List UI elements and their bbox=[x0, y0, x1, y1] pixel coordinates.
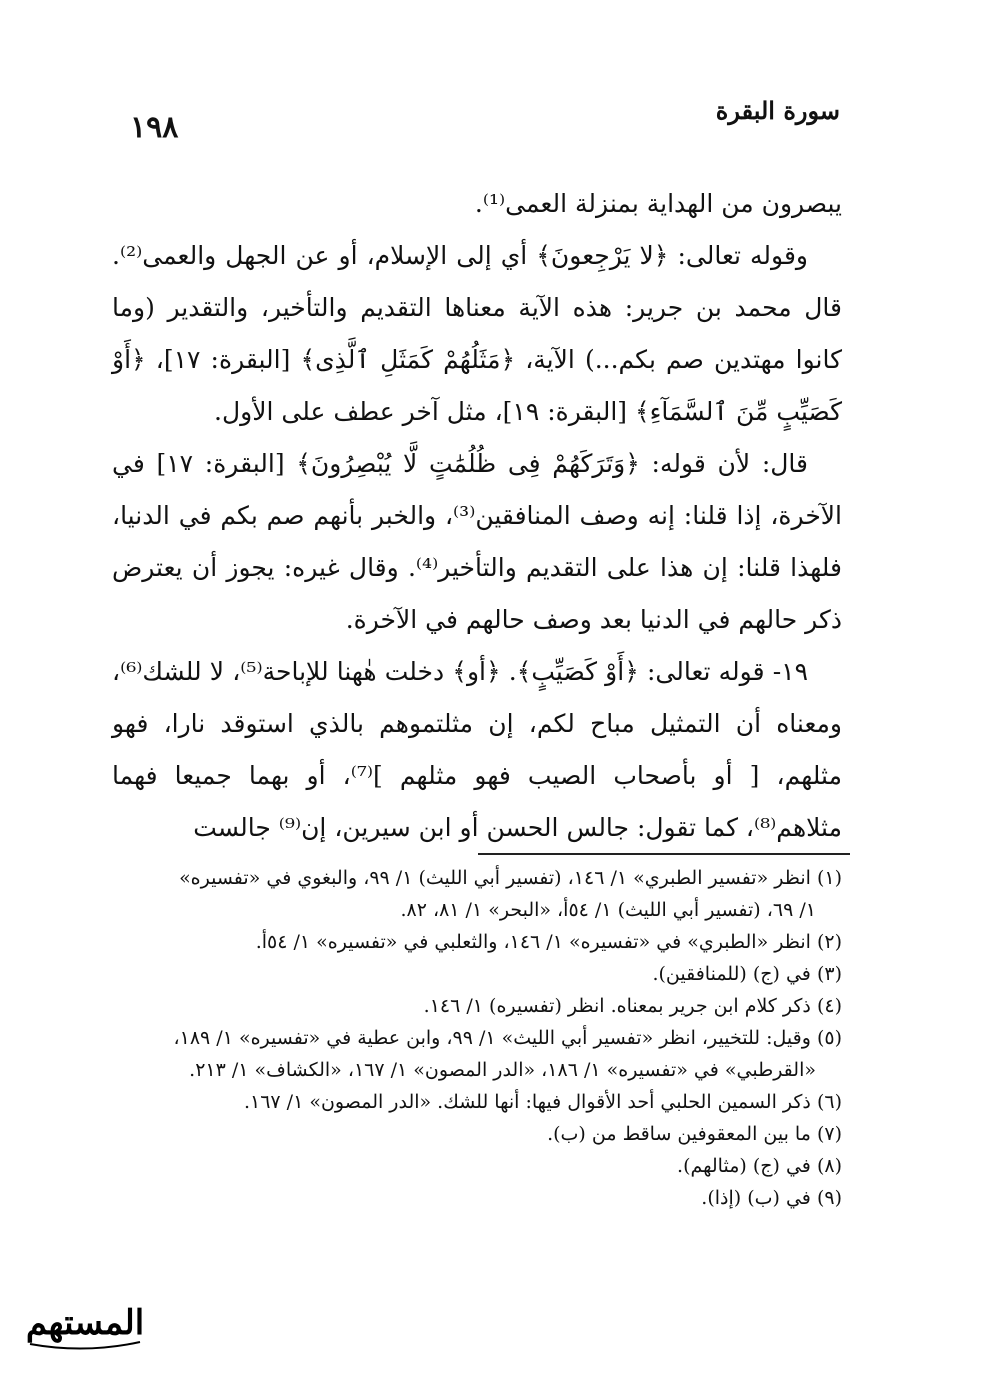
paragraph-4: ١٩- قوله تعالى: ﴿أَوْ كَصَيِّبٍ﴾. ﴿أو﴾ دخلت هٰهنا للإباحة⁽⁵⁾، لا للشك⁽⁶⁾، ومعناه أن التمثيل مباح لكم، إن مثلتموهم بالذي استوقد نارا، فهو مثلهم، [ أو بأصحاب الصيب فهو مثلهم ]⁽⁷⁾، أو بهما جميعا فهما مثلاهم⁽⁸⁾، كما تقول: جالس الحسن أو ابن سيرين، إن⁽⁹⁾ جالست bbox=[112, 657, 842, 842]
footnote-text: ذكر كلام ابن جرير بمعناه. انظر (تفسيره) ١/ ١٤٦. bbox=[423, 995, 811, 1017]
footnote-text: ما بين المعقوفين ساقط من (ب). bbox=[547, 1123, 811, 1145]
footnote-1 bbox=[112, 862, 842, 926]
footnote-text: في (ج) (مثالهم). bbox=[677, 1155, 811, 1177]
footnote-marker: (٧) bbox=[816, 1123, 842, 1145]
footnote-9 bbox=[112, 1182, 842, 1214]
paragraph-3: قال: لأن قوله: ﴿وَتَرَكَهُمْ فِى ظُلُمَٰتٍ لَّا يُبْصِرُونَ﴾ [البقرة: ١٧] في الآخرة، إذا قلنا: إنه وصف المنافقين⁽³⁾، والخبر بأنهم صم بكم في الدنيا، فلهذا قلنا: إن هذا على التقديم والتأخير⁽⁴⁾. وقال غيره: يجوز أن يعترض ذكر حالهم في الدنيا بعد وصف حالهم في الآخرة. bbox=[112, 449, 842, 634]
footnote-continuation: ١/ ٦٩، (تفسير أبي الليث) ١/ ٥٤أ، «البحر» ١/ ٨١، ٨٢. bbox=[400, 899, 816, 921]
page-number: ١٩٨ bbox=[130, 110, 179, 145]
footnote-8 bbox=[112, 1150, 842, 1182]
publisher-logo-icon bbox=[10, 1294, 160, 1356]
footnote-marker: (٢) bbox=[816, 931, 842, 953]
footnotes bbox=[112, 862, 842, 1214]
footnote-marker: (٣) bbox=[816, 963, 842, 985]
paragraph-2: وقوله تعالى: ﴿لا يَرْجِعونَ﴾ أي إلى الإسلام، أو عن الجهل والعمى⁽²⁾. قال محمد بن جرير: هذه الآية معناها التقديم والتأخير، والتقدير (وما كانوا مهتدين صم بكم...) الآية، ﴿مَثَلُهُمْ كَمَثَلِ ٱلَّذِى﴾ [البقرة: ١٧]، ﴿أَوْ كَصَيِّبٍ مِّنَ ٱلسَّمَآءِ﴾ [البقرة: ١٩]، مثل آخر عطف على الأول. bbox=[112, 241, 842, 426]
main-text bbox=[112, 178, 842, 854]
page-header bbox=[120, 96, 840, 145]
footnote-2 bbox=[112, 926, 842, 958]
footnote-text: في (ب) (إذا). bbox=[701, 1187, 811, 1209]
footnote-4 bbox=[112, 990, 842, 1022]
logo-text: المستهم bbox=[25, 1303, 145, 1343]
surah-title: سورة البقرة bbox=[715, 96, 840, 125]
footnote-marker: (٤) bbox=[816, 995, 842, 1017]
footnote-6 bbox=[112, 1086, 842, 1118]
footnote-text: انظر «تفسير الطبري» ١/ ١٤٦، (تفسير أبي الليث) ١/ ٩٩، والبغوي في «تفسيره» bbox=[179, 867, 811, 889]
footnote-separator bbox=[478, 853, 850, 855]
footnote-3 bbox=[112, 958, 842, 990]
footnote-marker: (٨) bbox=[816, 1155, 842, 1177]
footnote-marker: (٦) bbox=[816, 1091, 842, 1113]
footnote-marker: (٥) bbox=[816, 1027, 842, 1049]
footnote-text: وقيل: للتخيير، انظر «تفسير أبي الليث» ١/ ٩٩، وابن عطية في «تفسيره» ١/ ١٨٩، bbox=[173, 1027, 811, 1049]
footnote-marker: (١) bbox=[816, 867, 842, 889]
footnote-marker: (٩) bbox=[816, 1187, 842, 1209]
paragraph-1: يبصرون من الهداية بمنزلة العمى⁽¹⁾. bbox=[474, 189, 842, 218]
footnote-7 bbox=[112, 1118, 842, 1150]
footnote-5 bbox=[112, 1022, 842, 1086]
footnote-text: في (ج) (للمنافقين). bbox=[652, 963, 811, 985]
footnote-continuation: «القرطبي» في «تفسيره» ١/ ١٨٦، «الدر المصون» ١/ ١٦٧، «الكشاف» ١/ ٢١٣. bbox=[189, 1059, 816, 1081]
footnote-text: ذكر السمين الحلبي أحد الأقوال فيها: أنها للشك. «الدر المصون» ١/ ١٦٧. bbox=[243, 1091, 811, 1113]
footnote-text: انظر «الطبري» في «تفسيره» ١/ ١٤٦، والثعلبي في «تفسيره» ١/ ٥٤أ. bbox=[255, 931, 811, 953]
